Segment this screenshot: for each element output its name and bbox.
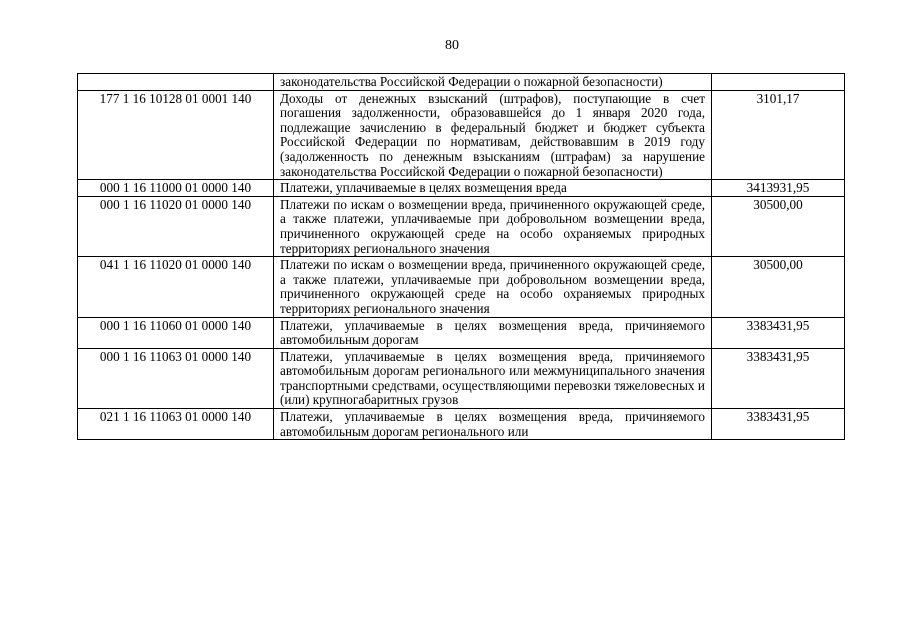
- budget-code-cell: 177 1 16 10128 01 0001 140: [78, 90, 274, 180]
- description-cell: Платежи, уплачиваемые в целях возмещения вреда: [274, 180, 712, 197]
- table-row: [78, 409, 845, 440]
- amount-cell: 3383431,95: [712, 317, 845, 348]
- table-row: [78, 348, 845, 408]
- budget-code-cell: 021 1 16 11063 01 0000 140: [78, 409, 274, 440]
- budget-code-cell: 000 1 16 11000 01 0000 140: [78, 180, 274, 197]
- amount-cell: 30500,00: [712, 257, 845, 317]
- budget-code-cell: 000 1 16 11020 01 0000 140: [78, 196, 274, 256]
- amount-cell: 30500,00: [712, 196, 845, 256]
- budget-code-cell: [78, 74, 274, 91]
- budget-code-cell: 041 1 16 11020 01 0000 140: [78, 257, 274, 317]
- revenue-table: [77, 73, 845, 440]
- description-cell: Платежи по искам о возмещении вреда, причиненного окружающей среде, а также платежи, уплачиваемые при добровольном возмещении вреда, причиненного окружающей среде на особо охраняемых природных территориях регионального значения: [274, 196, 712, 256]
- budget-code-cell: 000 1 16 11063 01 0000 140: [78, 348, 274, 408]
- description-cell: Платежи по искам о возмещении вреда, причиненного окружающей среде, а также платежи, уплачиваемые при добровольном возмещении вреда, причиненного окружающей среде на особо охраняемых природных территориях регионального значения: [274, 257, 712, 317]
- budget-code-cell: 000 1 16 11060 01 0000 140: [78, 317, 274, 348]
- description-cell: Платежи, уплачиваемые в целях возмещения вреда, причиняемого автомобильным дорогам: [274, 317, 712, 348]
- table-row: [78, 257, 845, 317]
- amount-cell: 3413931,95: [712, 180, 845, 197]
- amount-cell: 3383431,95: [712, 348, 845, 408]
- amount-cell: 3383431,95: [712, 409, 845, 440]
- amount-cell: [712, 74, 845, 91]
- table-row: [78, 180, 845, 197]
- table-row: [78, 317, 845, 348]
- page-number: 80: [445, 38, 459, 53]
- amount-cell: 3101,17: [712, 90, 845, 180]
- description-cell: Платежи, уплачиваемые в целях возмещения вреда, причиняемого автомобильным дорогам регионального или межмуниципального значения транспортными средствами, осуществляющими перевозки тяжеловесных и (или) крупногабаритных грузов: [274, 348, 712, 408]
- description-cell: Платежи, уплачиваемые в целях возмещения вреда, причиняемого автомобильным дорогам регионального или: [274, 409, 712, 440]
- description-cell: законодательства Российской Федерации о пожарной безопасности): [274, 74, 712, 91]
- table-row: [78, 196, 845, 256]
- table-row: [78, 74, 845, 91]
- description-cell: Доходы от денежных взысканий (штрафов), поступающие в счет погашения задолженности, образовавшейся до 1 января 2020 года, подлежащие зачислению в федеральный бюджет и бюджет субъекта Российской Федерации по нормативам, действовавшим в 2019 году (задолженность по денежным взысканиям (штрафам) за нарушение законодательства Российской Федерации о пожарной безопасности): [274, 90, 712, 180]
- table-row: [78, 90, 845, 180]
